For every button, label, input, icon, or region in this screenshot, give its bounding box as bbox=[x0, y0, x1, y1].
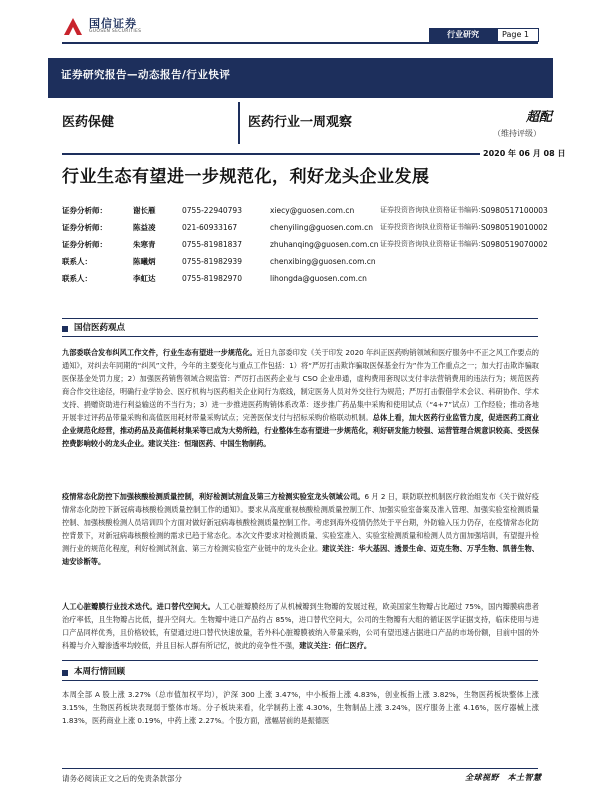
license-label: 证券投资咨询执业资格证书编码： bbox=[380, 206, 485, 214]
contact-row bbox=[62, 270, 552, 287]
footer-slogan: 全球视野 本土智慧 bbox=[465, 773, 542, 782]
section-bottom-rule bbox=[62, 680, 538, 681]
contact-name: 陈曦炳 bbox=[133, 257, 156, 266]
paragraph-body: 人工心脏瓣膜经历了从机械瓣到生物瓣的发展过程，欧美国家生物瓣占比超过 75%，国内瓣膜病患者治疗率低，且生物瓣占比低，提升空间大。生物瓣中进口产品约占 85%，进口替代空间大，公司的生物瓣有大组的循证医学证据支持，临床使用与进口产品同样优秀，且价格较低，有望通过进口替代快速放量，若外科心脏瓣膜被纳入带量采购，公司有望迅速占据进口产品的市场份额，目前中国的外科瓣与介入瓣渗透率均较低，并且目标人群有所记忆，彼此的竞争性不强， bbox=[62, 602, 539, 650]
section-top-rule bbox=[62, 660, 538, 661]
logo-name: 国信证券 bbox=[89, 17, 137, 30]
license-number: S0980517100003 bbox=[481, 206, 548, 215]
report-category-tag: 行业研究 bbox=[429, 28, 497, 42]
report-type-label: 证券研究报告—动态报告/行业快评 bbox=[61, 69, 231, 81]
contact-phone: 0755-81982970 bbox=[182, 274, 242, 283]
analyst-role: 证券分析师： bbox=[62, 223, 107, 232]
analyst-phone: 0755-81981837 bbox=[182, 240, 242, 249]
report-headline: 行业生态有望进一步规范化，利好龙头企业发展 bbox=[62, 167, 430, 187]
paragraph-market: 本周全部 A 股上涨 3.27%（总市值加权平均），沪深 300 上涨 3.47%，中小板指上涨 4.83%，创业板指上涨 3.82%，生物医药板块整体上涨 3.15%，生物医药板块表现弱于整体市场。分子板块来看，化学制药上涨 4.30%，生物制品上涨 3.24%，医疗服务上涨 4.16%，医疗器械上涨 1.83%，医药商业上涨 0.19%，中药上涨 2.27%。个股方面，涨幅居前的是振德医 bbox=[62, 690, 539, 725]
contact-email[interactable]: chenxibing@guosen.com.cn bbox=[270, 257, 376, 266]
analyst-email[interactable]: xiecy@guosen.com.cn bbox=[270, 206, 355, 215]
license-label: 证券投资咨询执业资格证书编码： bbox=[380, 240, 485, 248]
footer-disclaimer: 请务必阅读正文之后的免责条款部分 bbox=[62, 774, 182, 783]
section-bullet-icon bbox=[62, 326, 68, 332]
report-date: 2020 年 06 月 08 日 bbox=[483, 149, 566, 158]
analyst-row bbox=[62, 236, 552, 253]
paragraph-lead: 九部委联合发布纠风工作文件，行业生态有望进一步规范化。 bbox=[62, 348, 257, 357]
contact-phone: 0755-81982939 bbox=[182, 257, 242, 266]
license-number: S0980519070002 bbox=[481, 240, 548, 249]
analyst-phone: 0755-22940793 bbox=[182, 206, 242, 215]
analyst-row bbox=[62, 202, 552, 219]
analyst-row bbox=[62, 219, 552, 236]
contact-role: 联系人： bbox=[62, 257, 92, 266]
section-title: 本周行情回顾 bbox=[74, 667, 126, 677]
analyst-name: 谢长雁 bbox=[133, 206, 156, 215]
analyst-name: 朱寒青 bbox=[133, 240, 156, 249]
section-bullet-icon bbox=[62, 670, 68, 676]
date-rule bbox=[62, 153, 480, 155]
contact-row bbox=[62, 253, 552, 270]
contact-name: 李虹达 bbox=[133, 274, 156, 283]
contact-role: 联系人： bbox=[62, 274, 92, 283]
title-divider bbox=[238, 102, 240, 144]
paragraph-body: 6 月 2 日，联防联控机制医疗救治组发布《关于做好疫情常态化防控下新冠病毒核酸检测质量控制工作的通知》。要求从高度重视核酸检测质量控制工作、加强实验室备案及准入管理、加强实验室检测质量控制、加强核酸检测人员培训四个方面对做好新冠病毒核酸检测质量控制工作。考虑到海外疫情仍然处于平台期，外防输入压力仍存，在疫情常态化防控背景下，对新冠病毒核酸检测的需求已趋于常态化。本次文件要求对检测质量、实验室准入、实验室检测质量和检测人员方面加强培训，有望提升检测行业的规范化程度，利好检测试剂盒、第三方检测实验室产业链中的龙头企业。 bbox=[62, 492, 539, 553]
analyst-phone: 021-60933167 bbox=[182, 223, 238, 232]
paragraph-testing bbox=[62, 490, 539, 568]
paragraph-conclusion: 总体上看，加大医药行业监管力度，促进医药工商业企业规范化经营，推动药品及高值耗材集采等已成为大势所趋，行业整体生态有望进一步规范化，利好研发能力较强、运营管理合规意识较高、受医保控费影响较小的龙头企业。建议关注：恒瑞医药、中国生物制药。 bbox=[62, 413, 539, 448]
paragraph-valve bbox=[62, 600, 539, 652]
page-number: Page 1 bbox=[497, 28, 539, 42]
license-label: 证券投资咨询执业资格证书编码： bbox=[380, 223, 485, 231]
guosen-logo-icon bbox=[62, 15, 84, 37]
analyst-email[interactable]: zhuhanqing@guosen.com.cn bbox=[270, 240, 379, 249]
analyst-list bbox=[62, 202, 552, 287]
paragraph-lead: 疫情常态化防控下加强核酸检测质量控制，利好检测试剂盒及第三方检测实验室龙头领域公司。 bbox=[62, 492, 365, 501]
rating: 超配 bbox=[526, 110, 553, 125]
header-divider bbox=[62, 42, 538, 44]
paragraph-lead: 人工心脏瓣膜行业技术迭代。进口替代空间大。 bbox=[62, 602, 215, 611]
report-series-name: 医药行业一周观察 bbox=[248, 115, 353, 130]
analyst-name: 陈益凌 bbox=[133, 223, 156, 232]
footer-divider bbox=[62, 768, 538, 769]
section-title: 国信医药观点 bbox=[74, 323, 126, 333]
section-top-rule bbox=[62, 318, 538, 319]
paragraph-body: 近日九部委印发《关于印发 2020 年纠正医药购销领域和医疗服务中不正之风工作要点的通知》，对纠去年同期的“纠风”文件，今年的主要变化与重点工作包括：1）将“严厉打击欺诈骗取医保基金行为”作为工作重点之一；加大打击欺诈骗取医保基金处罚力度；2）加强医药销售领域合规监管：严厉打击医药企业与 CSO 企业串通，虚构费用套现以支付非法营销费用的违法行为；规范医药商合作交往途径，明确行业学协会、医疗机构与医药相关企业间行为底线，制定医务人员对外交往行为规范；严厉打击假借学术会议、科研协作、学术支持、捐赠资助进行利益输送的不当行为；3）进一步推进医药购销体系改革：逐步推广药品集中采购和使用试点（“4+7”试点）工作经验；推动各地开展非过评药品带量采购和高值医用耗材带量采购试点；完善医保支付与招标采购价格联动机制。 bbox=[62, 348, 539, 422]
analyst-email[interactable]: chenyiling@guosen.com.cn bbox=[270, 223, 373, 232]
logo-english-name: GUOSEN SECURITIES bbox=[89, 29, 142, 34]
analyst-role: 证券分析师： bbox=[62, 240, 107, 249]
paragraph-conclusion: 建议关注：华大基因、透景生命、迈克生物、万孚生物、凯普生物、迪安诊断等。 bbox=[62, 544, 539, 566]
license-number: S0980519010002 bbox=[481, 223, 548, 232]
contact-email[interactable]: lihongda@guosen.com.cn bbox=[270, 274, 367, 283]
rating-note: （维持评级） bbox=[493, 129, 541, 138]
paragraph-policy bbox=[62, 346, 539, 450]
analyst-role: 证券分析师： bbox=[62, 206, 107, 215]
paragraph-conclusion: 建议关注：佰仁医疗。 bbox=[299, 641, 372, 650]
section-bottom-rule bbox=[62, 336, 538, 337]
sector-name: 医药保健 bbox=[62, 115, 115, 130]
